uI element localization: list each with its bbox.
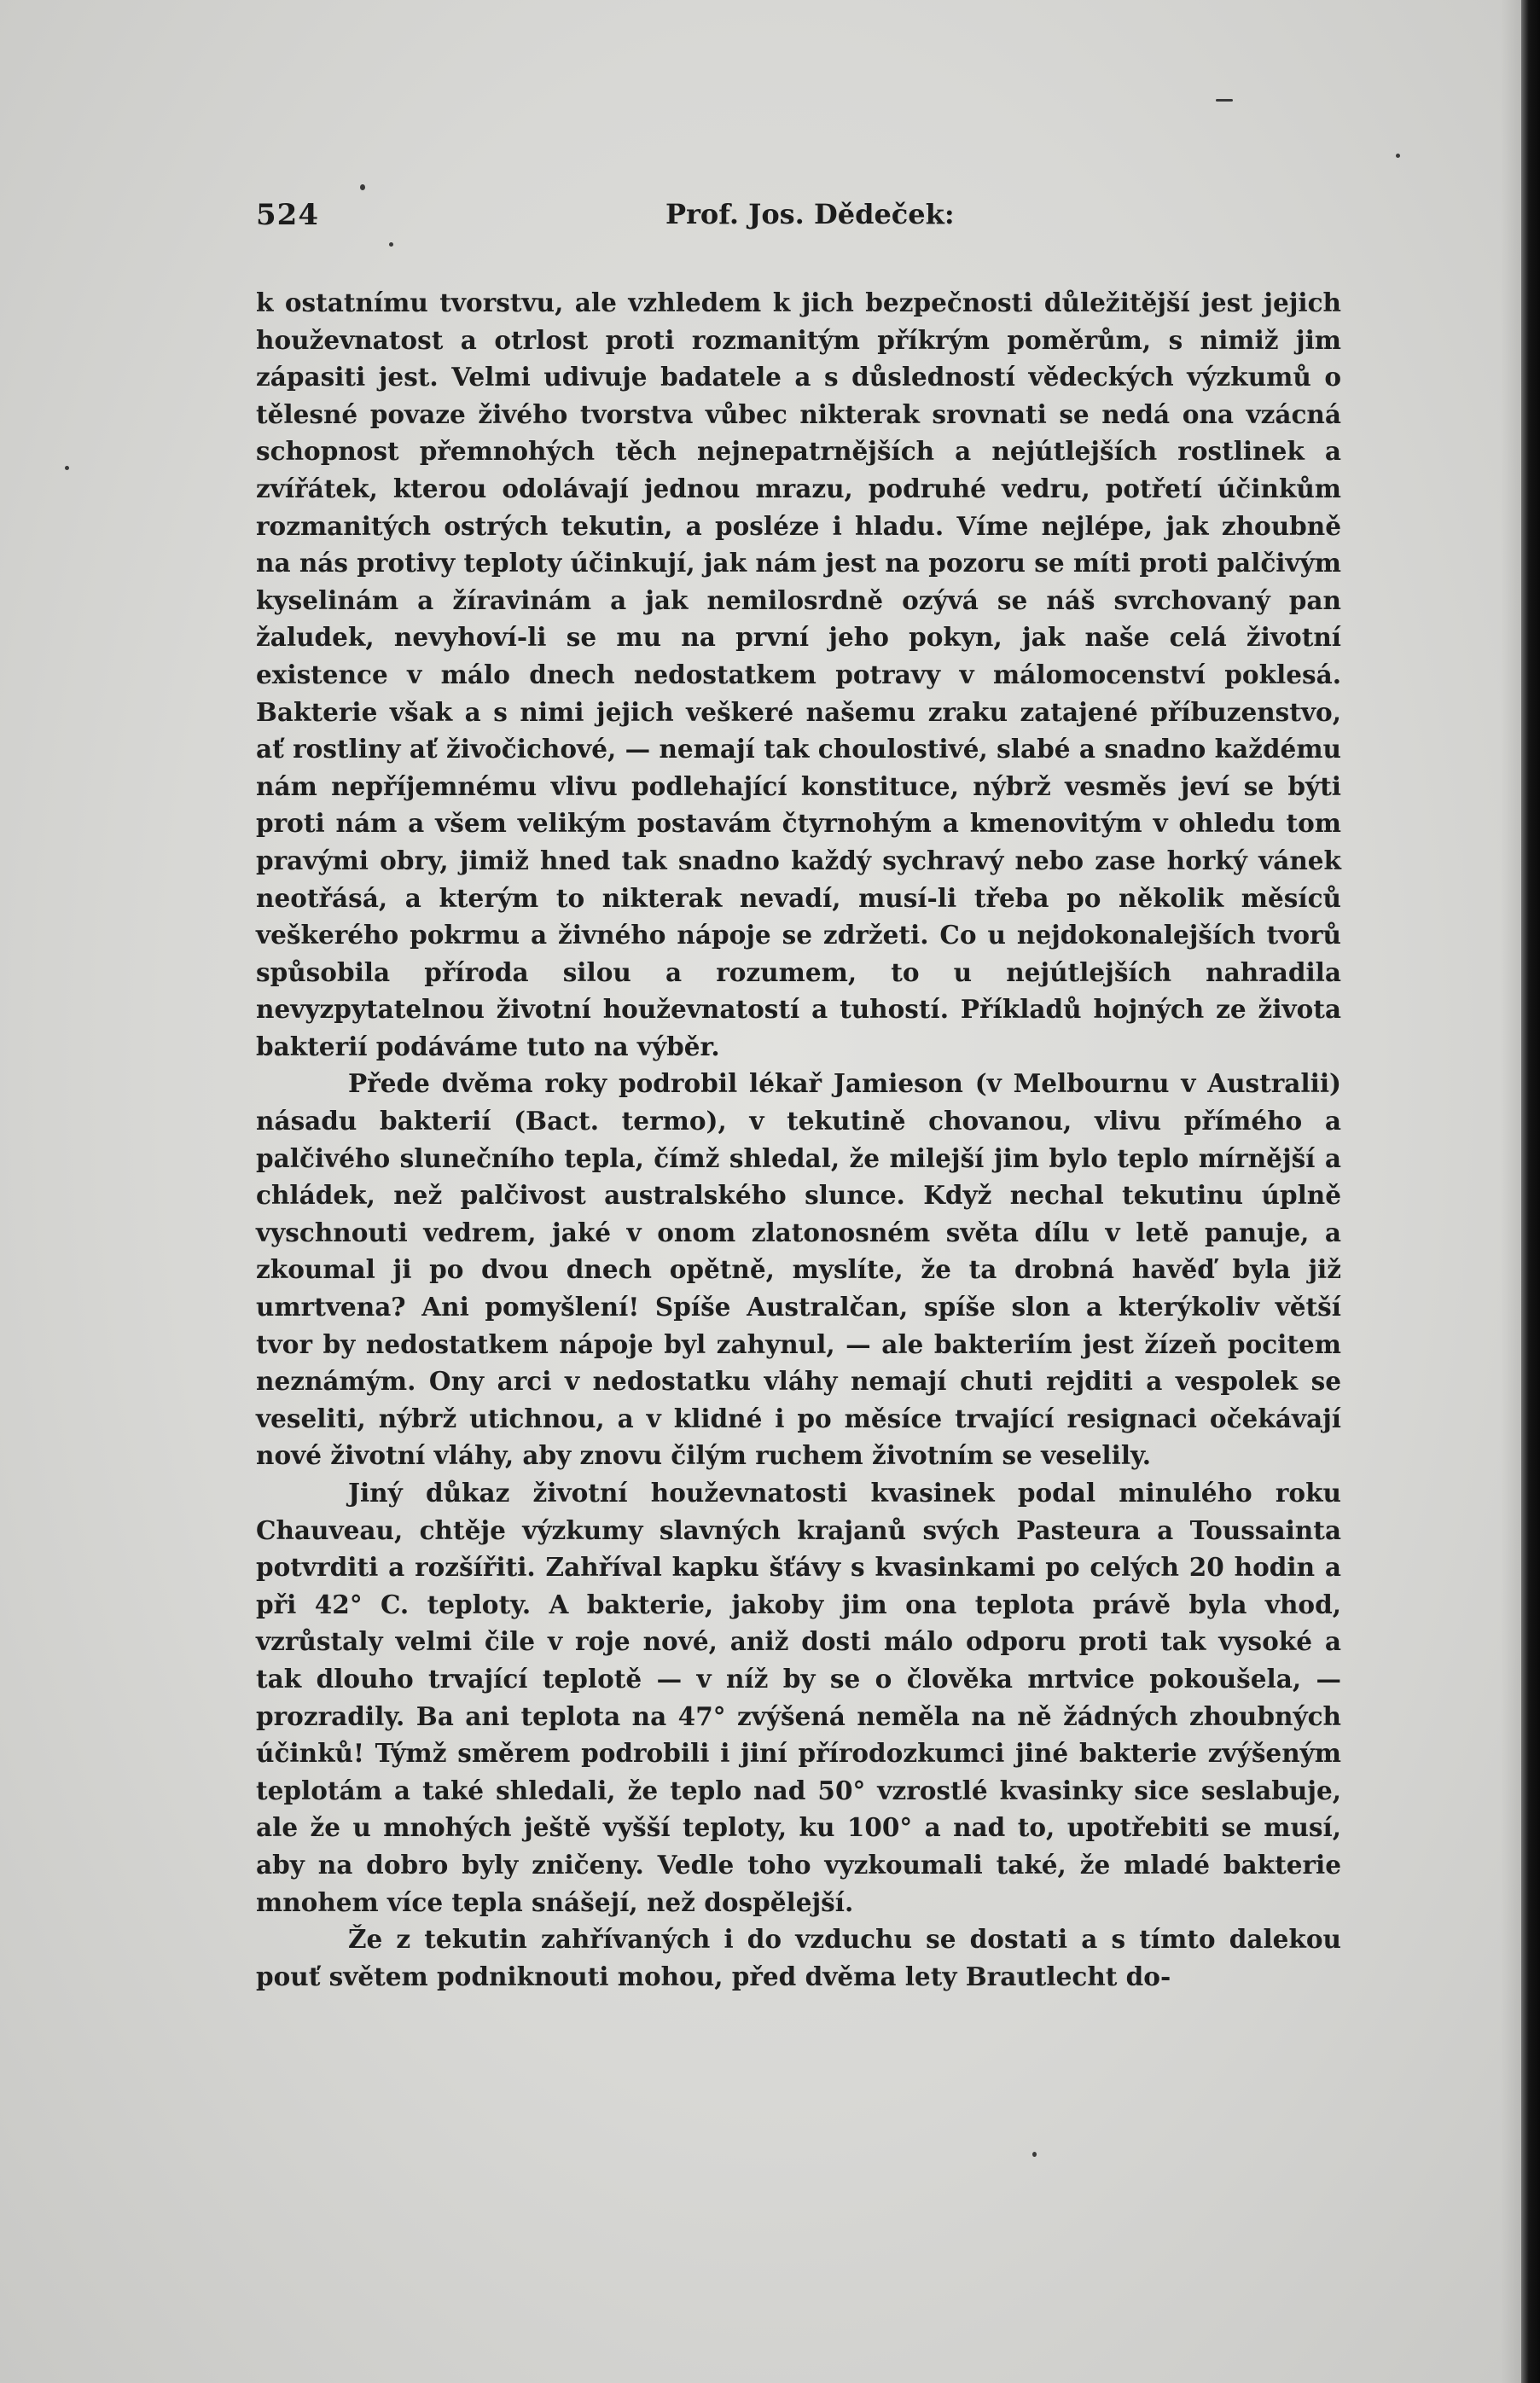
running-title: Prof. Jos. Dědeček: bbox=[665, 198, 955, 230]
paragraph: Že z tekutin zahřívaných i do vzduchu se dostati a s tímto dalekou pouť světem podniknouti mohou, před dvěma lety Brautlecht do- bbox=[256, 1924, 1341, 1991]
paragraph: Přede dvěma roky podrobil lékař Jamieson (v Melbournu v Australii) násadu bakterií (Bact. termo), v tekutině chovanou, vlivu přímého a palčivého slunečního tepla, čímž shledal, že milejší jim bylo teplo mírnější a chládek, než palčivost australského slunce. Když nechal tekutinu úplně vyschnouti vedrem, jaké v onom zlatonosném světa dílu v letě panuje, a zkoumal ji po dvou dnech opětně, myslíte, že ta drobná havěď byla již umrtvena? Ani pomyšlení! Spíše Australčan, spíše slon a kterýkoliv větší tvor by nedostatkem nápoje byl zahynul, — ale bakteriím jest žízeň pocitem neznámým. Ony arci v nedostatku vláhy nemají chuti rejditi a vespolek se veseliti, nýbrž utichnou, a v klidné i po měsíce trvající resignaci očekávají nové životní vláhy, aby znovu čilým ruchem životním se veselily. bbox=[256, 1068, 1341, 1471]
dust-speck bbox=[1396, 154, 1400, 158]
dust-speck bbox=[1032, 2152, 1037, 2157]
running-header bbox=[256, 198, 1348, 241]
paragraph: k ostatnímu tvorstvu, ale vzhledem k jich bezpečnosti důležitější jest jejich houževnatost a otrlost proti rozmanitým příkrým poměrům, s nimiž jim zápasiti jest. Velmi udivuje badatele a s důsledností vědeckých výzkumů o tělesné povaze živého tvorstva vůbec nikterak srovnati se nedá ona vzácná schopnost přemnohých těch nejnepatrnějších a nejútlejších rostlinek a zvířátek, kterou odolávají jednou mrazu, podruhé vedru, potřetí účinkům rozmanitých ostrých tekutin, a posléze i hladu. Víme nejlépe, jak zhoubně na nás protivy teploty účinkují, jak nám jest na pozoru se míti proti palčivým kyselinám a žíravinám a jak nemilosrdně ozývá se náš svrchovaný pan žaludek, nevyhoví-li se mu na první jeho pokyn, jak naše celá životní existence v málo dnech nedostatkem potravy v málomocenství poklesá. Bakterie však a s nimi jejich veškeré našemu zraku zatajené příbuzenstvo, ať rostliny ať živočichové, — nemají tak choulostivé, slabé a snadno každému nám nepříjemnému vlivu podlehající konstituce, nýbrž vesměs jeví se býti proti nám a všem velikým postavám čtyrnohým a kmenovitým v ohledu tom pravými obry, jimiž hned tak snadno každý sychravý nebo zase horký vánek neotřásá, a kterým to nikterak nevadí, musí-li třeba po několik měsíců veškerého pokrmu a živného nápoje se zdržeti. Co u nejdokonalejších tvorů spůsobila příroda silou a rozumem, to u nejútlejších nahradila nevyzpytatelnou životní houževnatostí a tuhostí. Příkladů hojných ze života bakterií podáváme tuto na výběr. bbox=[256, 288, 1341, 1061]
scan-border bbox=[1521, 0, 1540, 2383]
body-text bbox=[256, 284, 1341, 1995]
dust-speck bbox=[1216, 99, 1233, 102]
paragraph: Jiný důkaz životní houževnatosti kvasinek podal minulého roku Chauveau, chtěje výzkumy slavných krajanů svých Pasteura a Toussainta potvrditi a rozšířiti. Zahříval kapku šťávy s kvasinkami po celých 20 hodin a při 42° C. teploty. A bakterie, jakoby jim ona teplota právě byla vhod, vzrůstaly velmi čile v roje nové, aniž dosti málo odporu proti tak vysoké a tak dlouho trvající teplotě — v níž by se o člověka mrtvice pokoušela, — prozradily. Ba ani teplota na 47° zvýšená neměla na ně žádných zhoubných účinků! Týmž směrem podrobili i jiní přírodozkumci jiné bakterie zvýšeným teplotám a také shledali, že teplo nad 50° vzrostlé kvasinky sice seslabuje, ale že u mnohých ještě vyšší teploty, ku 100° a nad to, upotřebiti se musí, aby na dobro byly zničeny. Vedle toho vyzkoumali také, že mladé bakterie mnohem více tepla snášejí, než dospělejší. bbox=[256, 1478, 1341, 1917]
dust-speck bbox=[65, 466, 69, 470]
dust-speck bbox=[389, 242, 393, 247]
page-number: 524 bbox=[256, 198, 319, 232]
dust-speck bbox=[360, 184, 365, 190]
